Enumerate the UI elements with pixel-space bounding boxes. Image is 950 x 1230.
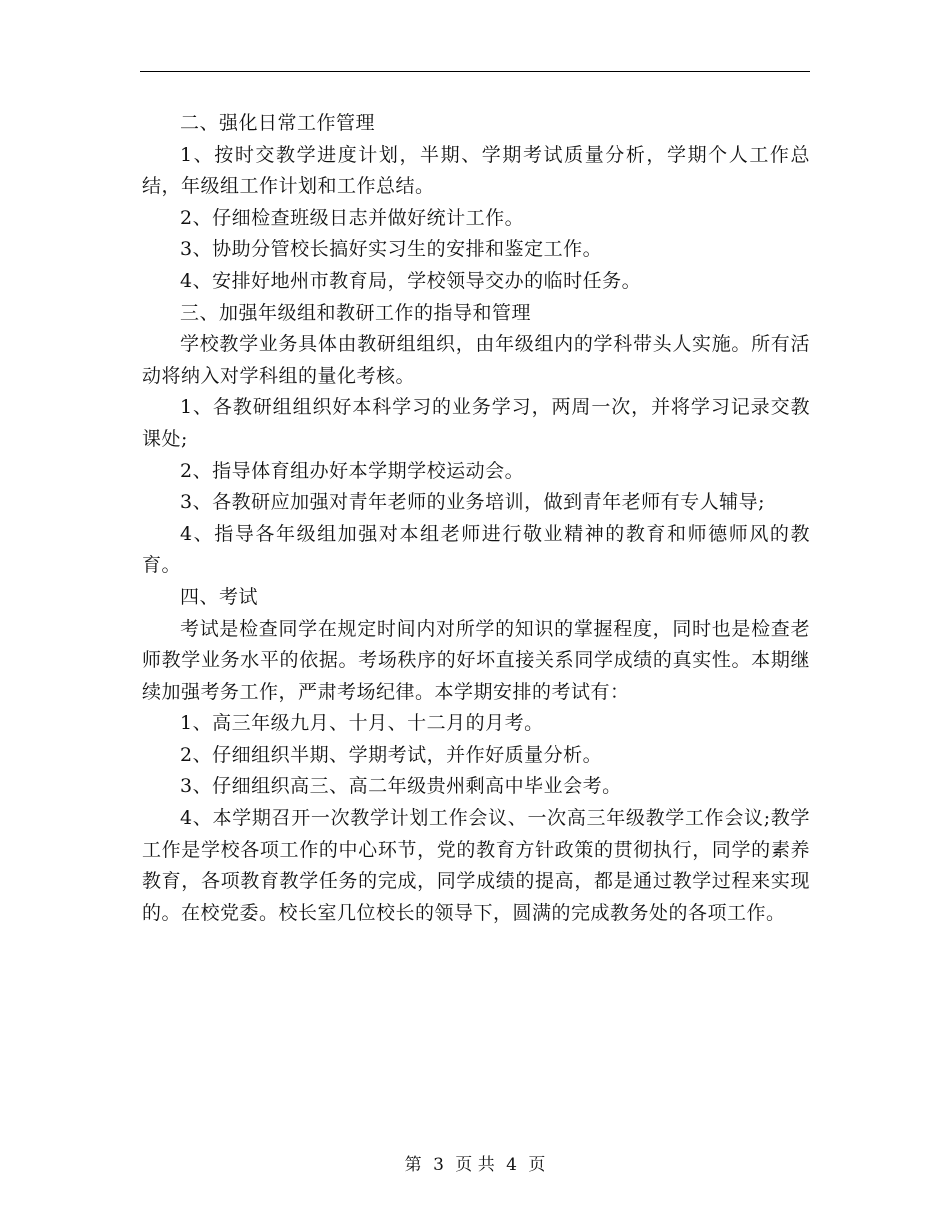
paragraph: 4、指导各年级组加强对本组老师进行敬业精神的教育和师德师风的教育。 <box>142 522 810 577</box>
page-number-total: 4 <box>506 1155 517 1175</box>
paragraph: 学校教学业务具体由教研组组织，由年级组内的学科带头人实施。所有活动将纳入对学科组的量化考核。 <box>142 333 810 387</box>
page-number-current: 3 <box>433 1155 444 1175</box>
paragraph: 1、各教研组组织好本科学习的业务学习，两周一次，并将学习记录交教课处; <box>142 396 810 450</box>
paragraph: 1、高三年级九月、十月、十二月的月考。 <box>180 712 544 735</box>
header-rule <box>140 71 810 72</box>
paragraph: 2、仔细组织半期、学期考试，并作好质量分析。 <box>180 743 603 766</box>
section-heading-2: 二、强化日常工作管理 <box>180 112 376 134</box>
footer-middle: 页 共 <box>455 1155 495 1175</box>
footer-suffix: 页 <box>528 1155 546 1175</box>
page-footer <box>0 1153 950 1177</box>
paragraph: 4、本学期召开一次教学计划工作会议、一次高三年级教学工作会议;教学工作是学校各项工作的中心环节，党的教育方针政策的贯彻执行，同学的素养教育，各项教育教学任务的完成，同学成绩的提高，都是通过教学过程来实现的。在校党委。校长室几位校长的领导下，圆满的完成教务处的各项工作。 <box>142 807 810 924</box>
paragraph: 3、各教研应加强对青年老师的业务培训，做到青年老师有专人辅导; <box>180 491 765 514</box>
paragraph: 3、仔细组织高三、高二年级贵州剩高中毕业会考。 <box>180 775 622 798</box>
paragraph: 4、安排好地州市教育局，学校领导交办的临时任务。 <box>180 269 642 292</box>
paragraph: 3、协助分管校长搞好实习生的安排和鉴定工作。 <box>180 238 603 261</box>
footer-prefix: 第 <box>404 1155 422 1175</box>
paragraph: 2、指导体育组办好本学期学校运动会。 <box>180 459 525 482</box>
section-heading-4: 四、考试 <box>180 585 259 608</box>
paragraph: 2、仔细检查班级日志并做好统计工作。 <box>180 206 525 229</box>
paragraph: 考试是检查同学在规定时间内对所学的知识的掌握程度，同时也是检查老师教学业务水平的依据。考场秩序的好坏直接关系同学成绩的真实性。本期继续加强考务工作，严肃考场纪律。本学期安排的考试有： <box>142 617 810 703</box>
section-heading-3: 三、加强年级组和教研工作的指导和管理 <box>180 301 532 324</box>
paragraph: 1、按时交教学进度计划，半期、学期考试质量分析，学期个人工作总结，年级组工作计划和工作总结。 <box>142 143 810 198</box>
document-body <box>142 108 810 929</box>
